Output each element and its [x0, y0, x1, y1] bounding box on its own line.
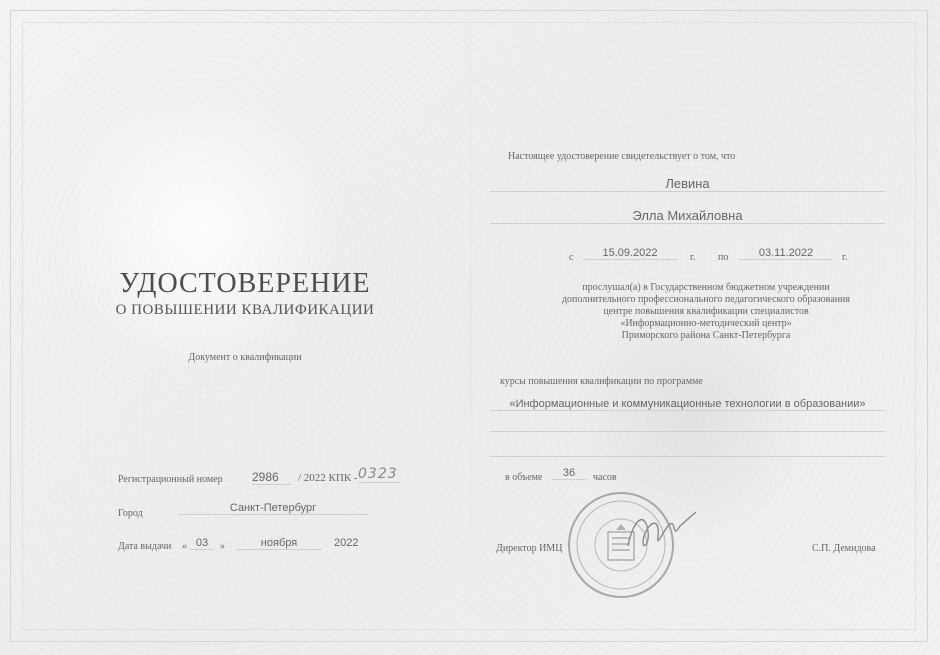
issue-date-label: Дата выдачи — [118, 541, 172, 552]
center-fold — [470, 0, 471, 655]
reg-number-value: 2986 — [252, 470, 292, 485]
director-label: Директор ИМЦ — [496, 543, 563, 554]
issue-day-close-quote: » — [220, 541, 225, 552]
reg-handwritten-number: 0323 — [358, 466, 400, 483]
year-suffix-from: г. — [690, 252, 696, 263]
director-signature — [620, 506, 700, 566]
reg-number-label: Регистрационный номер — [118, 474, 223, 485]
organization-line: «Информационно-методический центр» — [620, 318, 792, 329]
surname: Левина — [490, 176, 885, 192]
date-to-label: по — [718, 252, 729, 263]
year-suffix-to: г. — [842, 252, 848, 263]
city-value: Санкт-Петербург — [178, 502, 368, 515]
organization-block — [490, 282, 922, 342]
certificate-subtitle: О ПОВЫШЕНИИ КВАЛИФИКАЦИИ — [115, 302, 375, 318]
issue-month: ноября — [236, 537, 322, 550]
program-label: курсы повышения квалификации по программе — [500, 376, 703, 387]
volume-label: в объеме — [505, 472, 543, 483]
intro-text: Настоящее удостоверение свидетельствует о том, что — [508, 151, 736, 162]
organization-line: центре повышения квалификации специалистов — [603, 306, 809, 317]
program-blank-line — [490, 430, 885, 432]
date-from-label: с — [569, 252, 574, 263]
issue-day: 03 — [190, 537, 214, 550]
date-to: 03.11.2022 — [740, 247, 832, 260]
reg-year-suffix: / 2022 КПК - — [298, 472, 358, 484]
organization-line: дополнительного профессионального педагогического образования — [561, 294, 851, 305]
director-name: С.П. Демидова — [812, 543, 876, 554]
issue-day-open-quote: « — [182, 541, 187, 552]
volume-value: 36 — [552, 467, 586, 480]
organization-line: Приморского района Санкт-Петербурга — [621, 330, 791, 341]
organization-line: прослушал(а) в Государственном бюджетном учреждении — [582, 282, 830, 293]
volume-unit: часов — [593, 472, 617, 483]
issue-year: 2022 — [334, 537, 359, 549]
document-type: Документ о квалификации — [188, 352, 302, 363]
program-blank-line — [490, 455, 885, 457]
certificate-title: УДОСТОВЕРЕНИЕ — [119, 268, 371, 299]
date-from: 15.09.2022 — [582, 247, 678, 260]
program-name: «Информационные и коммуникационные технологии в образовании» — [490, 398, 885, 411]
city-label: Город — [118, 508, 143, 519]
given-names: Элла Михайловна — [490, 208, 885, 224]
